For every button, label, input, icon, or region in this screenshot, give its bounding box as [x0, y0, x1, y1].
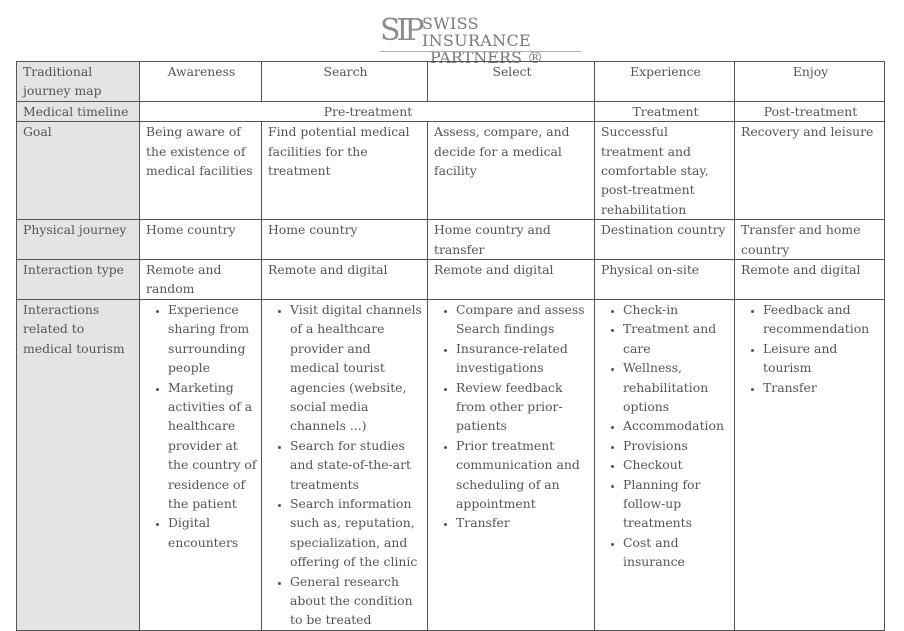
list-item: • Treatment and care	[623, 319, 730, 358]
interactions-awareness	[140, 299, 262, 630]
interactions-experience	[595, 299, 735, 630]
timeline-post-treatment: Post-treatment	[735, 101, 885, 121]
list-item: • Wellness, rehabilitation options	[623, 358, 730, 416]
interactions-select-list	[434, 300, 590, 533]
journey-map-table	[16, 61, 885, 631]
logo-underline	[380, 51, 582, 52]
stage-search: Search	[262, 62, 428, 102]
goal-enjoy: Recovery and leisure	[735, 122, 885, 220]
list-item: • General research about the condition to be treated	[290, 572, 423, 630]
header-row	[17, 62, 885, 102]
timeline-pre-treatment: Pre-treatment	[140, 101, 595, 121]
list-item: • Planning for follow-up treatments	[623, 475, 730, 533]
goal-select: Assess, compare, and decide for a medical facility	[428, 122, 595, 220]
interaction-type-label: Interaction type	[17, 260, 140, 300]
interactions-enjoy	[735, 299, 885, 630]
list-item: • Review feedback from other prior- patients	[456, 378, 590, 436]
interactions-search-list	[268, 300, 423, 630]
interaction-type-select: Remote and digital	[428, 260, 595, 300]
interactions-enjoy-list	[741, 300, 880, 397]
physical-search: Home country	[262, 220, 428, 260]
goal-search: Find potential medical facilities for the treatment	[262, 122, 428, 220]
goal-label: Goal	[17, 122, 140, 220]
goal-row	[17, 122, 885, 220]
timeline-treatment: Treatment	[595, 101, 735, 121]
list-item: • Leisure and tourism	[763, 339, 880, 378]
header-label: Traditional journey map	[17, 62, 140, 102]
list-item: • Experience sharing from surrounding people	[168, 300, 257, 378]
list-item: • Insurance-related investigations	[456, 339, 590, 378]
goal-awareness: Being aware of the existence of medical facilities	[140, 122, 262, 220]
interactions-search	[262, 299, 428, 630]
list-item: • Cost and insurance	[623, 533, 730, 572]
logo-line-1: SWISS INSURANCE	[422, 14, 531, 50]
physical-journey-row	[17, 220, 885, 260]
stage-select: Select	[428, 62, 595, 102]
stage-awareness: Awareness	[140, 62, 262, 102]
interaction-type-enjoy: Remote and digital	[735, 260, 885, 300]
list-item: • Transfer	[456, 513, 590, 532]
interaction-type-search: Remote and digital	[262, 260, 428, 300]
list-item: • Search information such as, reputation, specialization, and offering of the clinic	[290, 494, 423, 572]
interaction-type-awareness: Remote and random	[140, 260, 262, 300]
physical-journey-label: Physical journey	[17, 220, 140, 260]
list-item: • Accommodation	[623, 416, 730, 435]
interactions-awareness-list	[146, 300, 257, 552]
list-item: • Prior treatment communication and scheduling of an appointment	[456, 436, 590, 514]
physical-enjoy: Transfer and home country	[735, 220, 885, 260]
interactions-select	[428, 299, 595, 630]
physical-experience: Destination country	[595, 220, 735, 260]
logo-mark: SIP	[380, 13, 421, 48]
list-item: • Marketing activities of a healthcare provider at the country of residence of the patient	[168, 378, 257, 514]
list-item: • Provisions	[623, 436, 730, 455]
logo-line-2: PARTNERS ®	[430, 48, 544, 67]
interaction-type-experience: Physical on-site	[595, 260, 735, 300]
logo-wordmark	[422, 15, 582, 66]
list-item: • Compare and assess Search findings	[456, 300, 590, 339]
goal-experience: Successful treatment and comfortable stay, post-treatment rehabilitation	[595, 122, 735, 220]
list-item: • Visit digital channels of a healthcare provider and medical tourist agencies (website, social media channels ...)	[290, 300, 423, 436]
physical-awareness: Home country	[140, 220, 262, 260]
timeline-row	[17, 101, 885, 121]
interactions-row	[17, 299, 885, 630]
list-item: • Checkout	[623, 455, 730, 474]
interactions-label: Interactions related to medical tourism	[17, 299, 140, 630]
stage-experience: Experience	[595, 62, 735, 102]
list-item: • Check-in	[623, 300, 730, 319]
list-item: • Digital encounters	[168, 513, 257, 552]
physical-select: Home country and transfer	[428, 220, 595, 260]
timeline-label: Medical timeline	[17, 101, 140, 121]
list-item: • Search for studies and state-of-the-art treatments	[290, 436, 423, 494]
list-item: • Transfer	[763, 378, 880, 397]
list-item: • Feedback and recommendation	[763, 300, 880, 339]
interactions-experience-list	[601, 300, 730, 572]
interaction-type-row	[17, 260, 885, 300]
company-logo	[380, 13, 582, 67]
stage-enjoy: Enjoy	[735, 62, 885, 102]
